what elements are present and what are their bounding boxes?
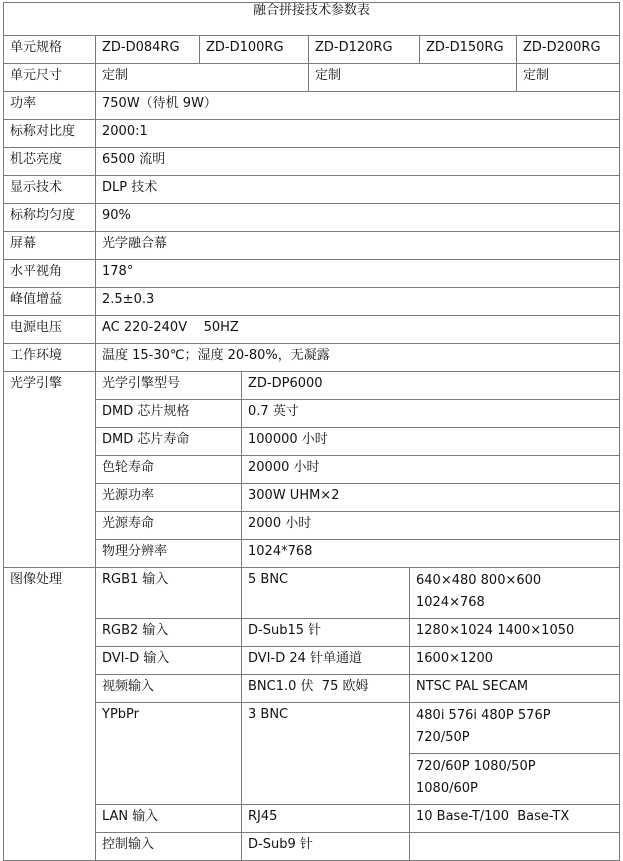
param-value: 20000 小时 bbox=[242, 456, 620, 484]
row-value: 光学融合幕 bbox=[96, 232, 620, 260]
spec-row bbox=[4, 316, 620, 344]
row-label: 电源电压 bbox=[4, 316, 96, 344]
param-name: DMD 芯片寿命 bbox=[96, 428, 242, 456]
resolution-cell bbox=[410, 754, 620, 805]
param-value: D-Sub15 针 bbox=[242, 619, 410, 647]
size-cell: 定制 bbox=[96, 64, 309, 92]
resolution-line: 480i 576i 480P 576P bbox=[416, 708, 551, 723]
row-value: 178° bbox=[96, 260, 620, 288]
param-value: RJ45 bbox=[242, 805, 410, 833]
spec-row bbox=[4, 232, 620, 260]
resolution-cell: 10 Base-T/100 Base-TX bbox=[410, 805, 620, 833]
image-row bbox=[4, 568, 620, 619]
size-cell: 定制 bbox=[517, 64, 620, 92]
param-name: 视频输入 bbox=[96, 675, 242, 703]
param-value: 3 BNC bbox=[242, 703, 410, 805]
resolution-cell: 1600×1200 bbox=[410, 647, 620, 675]
image-row bbox=[4, 805, 620, 833]
param-name: 物理分辨率 bbox=[96, 540, 242, 568]
model-cell: ZD-D200RG bbox=[517, 36, 620, 64]
size-row bbox=[4, 64, 620, 92]
image-row bbox=[4, 675, 620, 703]
row-value: 90% bbox=[96, 204, 620, 232]
row-value: 6500 流明 bbox=[96, 148, 620, 176]
optical-row bbox=[4, 512, 620, 540]
row-value: 750W（待机 9W） bbox=[96, 92, 620, 120]
size-cell: 定制 bbox=[309, 64, 517, 92]
row-label: 单元尺寸 bbox=[4, 64, 96, 92]
spec-row bbox=[4, 204, 620, 232]
spec-row bbox=[4, 260, 620, 288]
row-label: 峰值增益 bbox=[4, 288, 96, 316]
param-value: D-Sub9 针 bbox=[242, 833, 410, 861]
spec-row bbox=[4, 176, 620, 204]
optical-row bbox=[4, 540, 620, 568]
row-label: 屏幕 bbox=[4, 232, 96, 260]
resolution-cell: NTSC PAL SECAM bbox=[410, 675, 620, 703]
resolution-line: 1024×768 bbox=[416, 595, 485, 610]
row-label: 标称均匀度 bbox=[4, 204, 96, 232]
param-value: 100000 小时 bbox=[242, 428, 620, 456]
param-name: RGB2 输入 bbox=[96, 619, 242, 647]
section-label-optical: 光学引擎 bbox=[4, 372, 96, 568]
param-name: DMD 芯片规格 bbox=[96, 400, 242, 428]
param-name: 控制输入 bbox=[96, 833, 242, 861]
row-label: 水平视角 bbox=[4, 260, 96, 288]
param-name: LAN 输入 bbox=[96, 805, 242, 833]
optical-row bbox=[4, 428, 620, 456]
row-label: 机芯亮度 bbox=[4, 148, 96, 176]
image-row bbox=[4, 833, 620, 861]
row-value: 2000:1 bbox=[96, 120, 620, 148]
spec-row bbox=[4, 92, 620, 120]
param-value: DVI-D 24 针单通道 bbox=[242, 647, 410, 675]
param-name: 色轮寿命 bbox=[96, 456, 242, 484]
spec-row bbox=[4, 344, 620, 372]
param-value: 5 BNC bbox=[242, 568, 410, 619]
model-cell: ZD-D100RG bbox=[200, 36, 309, 64]
spec-row bbox=[4, 120, 620, 148]
param-value: ZD-DP6000 bbox=[242, 372, 620, 400]
param-value: 1024*768 bbox=[242, 540, 620, 568]
resolution-cell: 1280×1024 1400×1050 bbox=[410, 619, 620, 647]
row-label: 显示技术 bbox=[4, 176, 96, 204]
resolution-cell bbox=[410, 703, 620, 754]
section-label-image: 图像处理 bbox=[4, 568, 96, 861]
spec-table bbox=[3, 2, 620, 861]
resolution-cell bbox=[410, 568, 620, 619]
param-name: DVI-D 输入 bbox=[96, 647, 242, 675]
param-name: 光源功率 bbox=[96, 484, 242, 512]
image-row bbox=[4, 703, 620, 754]
optical-row bbox=[4, 372, 620, 400]
row-label: 标称对比度 bbox=[4, 120, 96, 148]
row-value: DLP 技术 bbox=[96, 176, 620, 204]
model-cell: ZD-D084RG bbox=[96, 36, 200, 64]
param-name: YPbPr bbox=[96, 703, 242, 805]
table-title: 融合拼接技术参数表 bbox=[4, 3, 620, 36]
title-row bbox=[4, 3, 620, 36]
image-row bbox=[4, 619, 620, 647]
resolution-line: 720/60P 1080/50P bbox=[416, 759, 536, 774]
resolution-line: 1080/60P bbox=[416, 781, 478, 796]
image-row bbox=[4, 647, 620, 675]
param-value: BNC1.0 伏 75 欧姆 bbox=[242, 675, 410, 703]
model-cell: ZD-D120RG bbox=[309, 36, 420, 64]
param-name: 光源寿命 bbox=[96, 512, 242, 540]
resolution-cell bbox=[410, 833, 620, 861]
spec-row bbox=[4, 288, 620, 316]
optical-row bbox=[4, 456, 620, 484]
param-value: 2000 小时 bbox=[242, 512, 620, 540]
param-value: 0.7 英寸 bbox=[242, 400, 620, 428]
resolution-line: 720/50P bbox=[416, 730, 470, 745]
row-label: 单元规格 bbox=[4, 36, 96, 64]
row-value: 2.5±0.3 bbox=[96, 288, 620, 316]
param-value: 300W UHM×2 bbox=[242, 484, 620, 512]
optical-row bbox=[4, 400, 620, 428]
resolution-line: 640×480 800×600 bbox=[416, 573, 542, 588]
param-name: 光学引擎型号 bbox=[96, 372, 242, 400]
optical-row bbox=[4, 484, 620, 512]
model-cell: ZD-D150RG bbox=[420, 36, 517, 64]
param-name: RGB1 输入 bbox=[96, 568, 242, 619]
row-label: 工作环境 bbox=[4, 344, 96, 372]
model-row bbox=[4, 36, 620, 64]
row-value: AC 220-240V 50HZ bbox=[96, 316, 620, 344]
spec-row bbox=[4, 148, 620, 176]
row-label: 功率 bbox=[4, 92, 96, 120]
row-value: 温度 15-30℃；湿度 20-80%，无凝露 bbox=[96, 344, 620, 372]
